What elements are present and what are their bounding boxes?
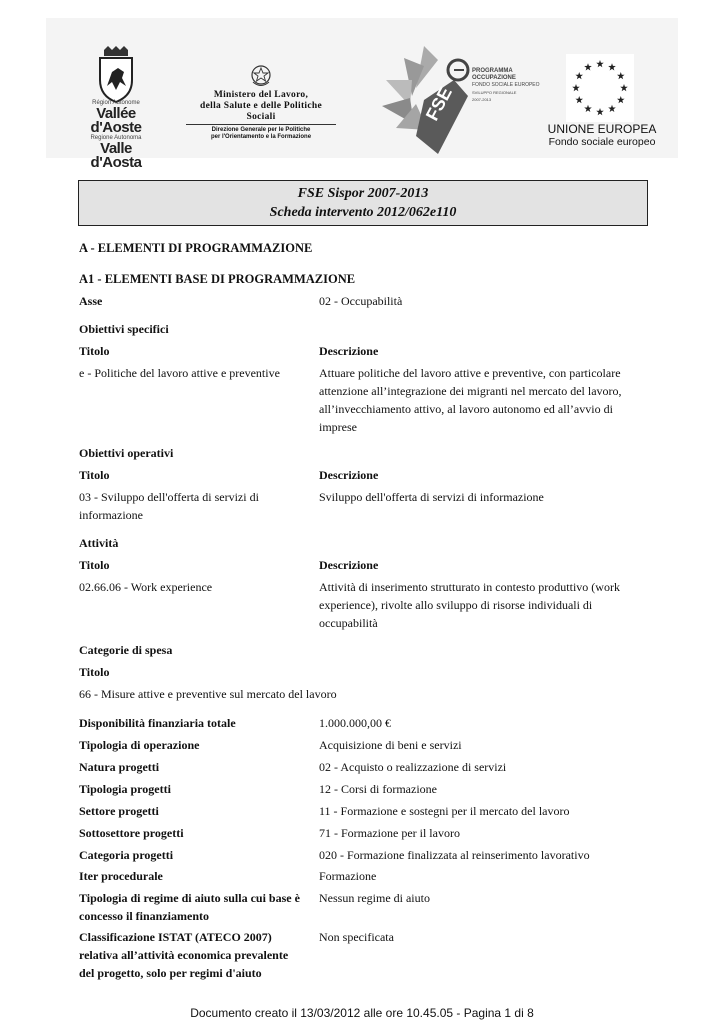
section-a1-heading: A1 - ELEMENTI BASE DI PROGRAMMAZIONE bbox=[79, 272, 356, 286]
eu-star-icon bbox=[584, 105, 592, 112]
text-line: experience), rivolte allo sviluppo di risorse individuali di bbox=[319, 598, 593, 612]
eu-star-icon bbox=[572, 84, 580, 91]
text-line: attenzione all’integrazione dei migranti nel mercato del lavoro, bbox=[319, 384, 622, 398]
text-line: Attività di inserimento strutturato in contesto produttivo (work bbox=[319, 580, 620, 594]
eu-star-icon bbox=[617, 96, 625, 103]
asse-value: 02 - Occupabilità bbox=[319, 294, 403, 308]
detail-value: 020 - Formazione finalizzata al reinserimento lavorativo bbox=[319, 848, 590, 862]
obiettivi-operativi-col-descrizione: Descrizione bbox=[319, 468, 379, 482]
eu-star-icon bbox=[596, 108, 604, 115]
document-subtitle: Scheda intervento 2012/062e110 bbox=[269, 205, 457, 220]
text-line: Tipologia di regime di aiuto sulla cui base è bbox=[79, 891, 300, 905]
detail-label: Iter procedurale bbox=[79, 869, 163, 883]
detail-label: Categoria progetti bbox=[79, 848, 174, 862]
categorie-spesa-col-titolo: Titolo bbox=[79, 665, 110, 679]
obiettivi-operativi-titolo bbox=[79, 488, 309, 524]
eu-star-icon bbox=[596, 60, 604, 67]
document-title-box bbox=[78, 180, 648, 226]
categorie-spesa-heading: Categorie di spesa bbox=[79, 643, 173, 657]
detail-value: 11 - Formazione e sostegni per il mercato del lavoro bbox=[319, 804, 570, 818]
text-line: concesso il finanziamento bbox=[79, 909, 209, 923]
obiettivi-operativi-col-titolo: Titolo bbox=[79, 468, 110, 482]
obiettivi-specifici-heading: Obiettivi specifici bbox=[79, 322, 169, 336]
text-line: Attuare politiche del lavoro attive e preventive, con particolare bbox=[319, 366, 621, 380]
eu-flag-icon bbox=[566, 54, 634, 122]
obiettivi-operativi-descrizione: Sviluppo dell'offerta di servizi di informazione bbox=[319, 490, 544, 504]
eu-star-icon bbox=[608, 105, 616, 112]
attivita-titolo: 02.66.06 - Work experience bbox=[79, 580, 213, 594]
attivita-col-descrizione: Descrizione bbox=[319, 558, 379, 572]
asse-label: Asse bbox=[79, 294, 103, 308]
section-a-heading: A - ELEMENTI DI PROGRAMMAZIONE bbox=[79, 241, 313, 255]
obiettivi-specifici-col-titolo: Titolo bbox=[79, 344, 110, 358]
regime-value: Nessun regime di aiuto bbox=[319, 891, 430, 905]
detail-value: 71 - Formazione per il lavoro bbox=[319, 826, 460, 840]
attivita-descrizione bbox=[319, 578, 639, 632]
obiettivi-specifici-descrizione bbox=[319, 364, 639, 436]
regime-label bbox=[79, 889, 309, 925]
detail-value: 02 - Acquisto o realizzazione di servizi bbox=[319, 760, 507, 774]
text-line: relativa all’attività economica prevalente bbox=[79, 948, 289, 962]
eu-wordmark: UNIONE EUROPEA Fondo sociale europeo bbox=[547, 122, 657, 148]
detail-label: Natura progetti bbox=[79, 760, 160, 774]
eu-star-icon bbox=[608, 63, 616, 70]
ministero-logo: Ministero del Lavoro, della Salute e delle Politiche Sociali Direzione Generale per le Politiche per l'Orientamento e la Formazione bbox=[186, 64, 336, 141]
text-line: all’invecchiamento attivo, al lavoro autonomo ed all’avvio di bbox=[319, 402, 613, 416]
detail-value: 12 - Corsi di formazione bbox=[319, 782, 437, 796]
obiettivi-specifici-titolo: e - Politiche del lavoro attive e preventive bbox=[79, 366, 280, 380]
detail-label: Tipologia di operazione bbox=[79, 738, 200, 752]
eu-star-icon bbox=[575, 96, 583, 103]
header-logos bbox=[46, 18, 678, 171]
svg-text:FSE: FSE bbox=[421, 83, 456, 124]
detail-value: Formazione bbox=[319, 869, 377, 883]
obiettivi-operativi-heading: Obiettivi operativi bbox=[79, 446, 174, 460]
text-line: del progetto, solo per regimi d'aiuto bbox=[79, 966, 262, 980]
text-line: 03 - Sviluppo dell'offerta di servizi di bbox=[79, 490, 259, 504]
fse-program-text: PROGRAMMA OCCUPAZIONE FONDO SOCIALE EUROPEO SVILUPPO REGIONALE 2007-2013 bbox=[472, 68, 540, 102]
text-line: informazione bbox=[79, 508, 143, 522]
attivita-col-titolo: Titolo bbox=[79, 558, 110, 572]
detail-label: Tipologia progetti bbox=[79, 782, 171, 796]
eu-star-icon bbox=[584, 63, 592, 70]
istat-value: Non specificata bbox=[319, 930, 394, 944]
istat-label bbox=[79, 928, 309, 982]
italian-emblem-icon bbox=[250, 64, 272, 88]
obiettivi-specifici-col-descrizione: Descrizione bbox=[319, 344, 379, 358]
text-line: imprese bbox=[319, 420, 357, 434]
detail-label: Disponibilità finanziaria totale bbox=[79, 716, 236, 730]
detail-label: Sottosettore progetti bbox=[79, 826, 184, 840]
eu-star-icon bbox=[575, 72, 583, 79]
vda-wordmark: Région Autonome Vallée d'Aoste Regione Autonoma Valle d'Aosta bbox=[90, 100, 142, 171]
text-line: occupabilità bbox=[319, 616, 378, 630]
eu-star-icon bbox=[617, 72, 625, 79]
text-line: Classificazione ISTAT (ATECO 2007) bbox=[79, 930, 272, 944]
document-title: FSE Sispor 2007-2013 bbox=[297, 186, 429, 201]
eu-star-icon bbox=[620, 84, 628, 91]
detail-label: Settore progetti bbox=[79, 804, 159, 818]
fse-programma-logo-icon bbox=[376, 40, 486, 158]
categorie-spesa-titolo: 66 - Misure attive e preventive sul mercato del lavoro bbox=[79, 687, 337, 701]
detail-value: 1.000.000,00 € bbox=[319, 716, 391, 730]
page-footer: Documento creato il 13/03/2012 alle ore 10.45.05 - Pagina 1 di 8 bbox=[190, 1006, 534, 1020]
attivita-heading: Attività bbox=[79, 536, 119, 550]
detail-value: Acquisizione di beni e servizi bbox=[319, 738, 462, 752]
